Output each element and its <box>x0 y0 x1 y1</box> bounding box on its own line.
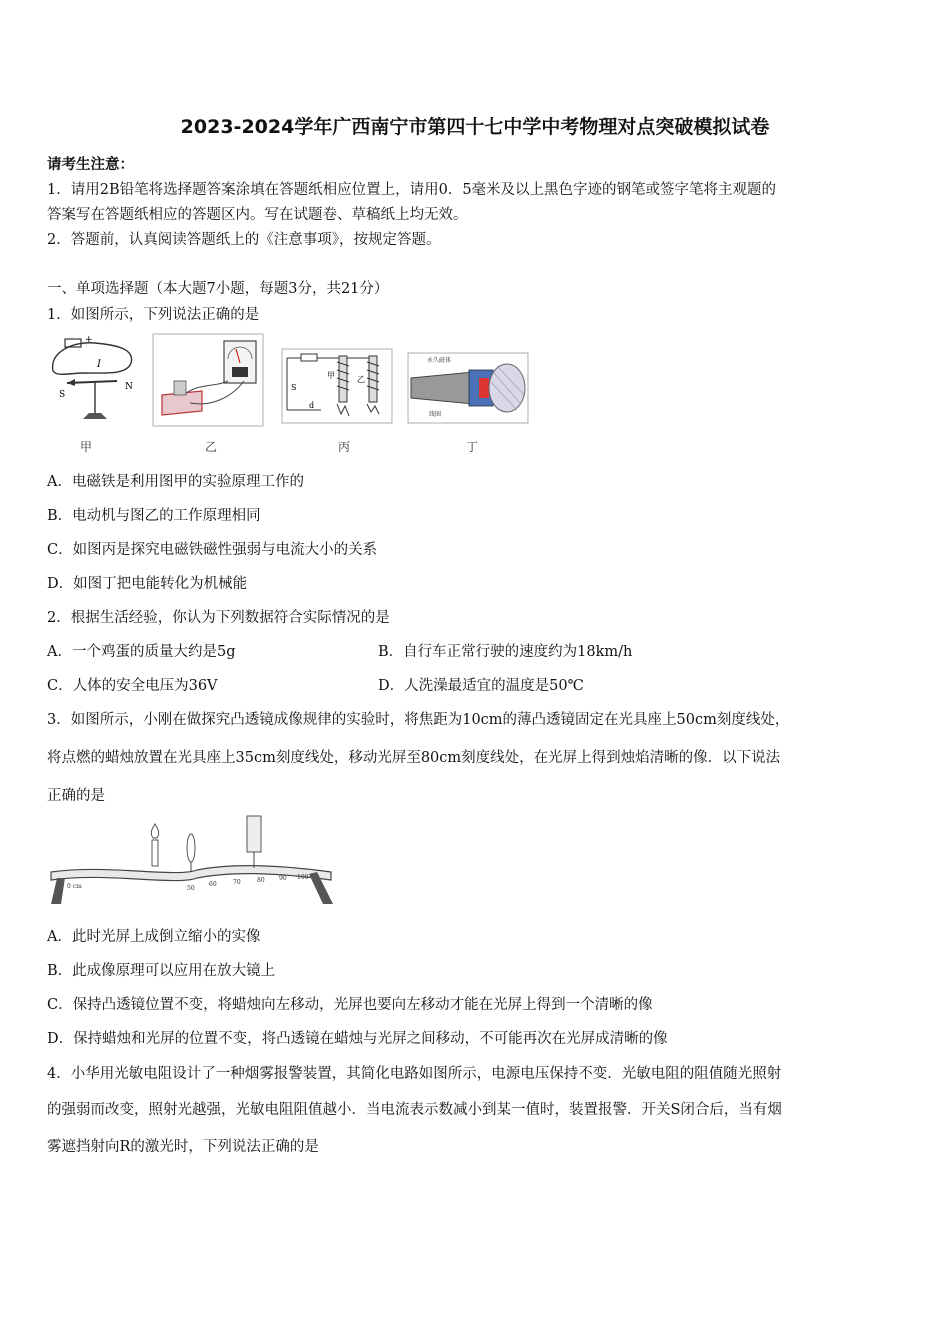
q1-option-c[interactable]: C．如图丙是探究电磁铁磁性强弱与电流大小的关系 <box>47 542 378 558</box>
q3-option-c[interactable]: C．保持凸透镜位置不变，将蜡烛向左移动，光屏也要向左移动才能在光屏上得到一个清晰的像 <box>47 997 653 1013</box>
ruler-label-80: 80 <box>257 877 265 884</box>
q4-stem-line-1: 4．小华用光敏电阻设计了一种烟雾报警装置，其简化电路如图所示，电源电压保持不变．光敏电阻的阻值随光照射 <box>47 1066 782 1082</box>
ding-coil-label: 线圈 <box>429 411 442 418</box>
q1-option-d[interactable]: D．如图丁把电能转化为机械能 <box>47 576 248 592</box>
q3-option-d[interactable]: D．保持蜡烛和光屏的位置不变，将凸透镜在蜡烛与光屏之间移动，不可能再次在光屏成清晰的像 <box>47 1031 668 1047</box>
bing-yi-label: 乙 <box>357 375 365 384</box>
notice-item-1b: 答案写在答题纸相应的答题区内。写在试题卷、草稿纸上均无效。 <box>47 207 468 223</box>
caption-bing: 丙 <box>338 440 351 454</box>
caption-yi: 乙 <box>205 440 218 454</box>
q3-stem-line-3: 正确的是 <box>47 788 105 804</box>
q2-option-d[interactable]: D．人洗澡最适宜的温度是50℃ <box>378 678 584 694</box>
q1-option-a[interactable]: A．电磁铁是利用图甲的实验原理工作的 <box>47 474 304 490</box>
q2-option-c[interactable]: C．人体的安全电压为36V <box>47 678 218 694</box>
q4-stem-line-2: 的强弱而改变，照射光越强，光敏电阻阻值越小．当电流表示数减小到某一值时，装置报警．开关S闭合后，当有烟 <box>47 1102 782 1118</box>
q3-option-b[interactable]: B．此成像原理可以应用在放大镜上 <box>47 963 276 979</box>
bing-d-label: d <box>309 401 315 410</box>
ruler-label-90: 90 <box>279 875 287 882</box>
q1-figure-bing <box>281 348 393 424</box>
caption-jia: 甲 <box>80 440 93 454</box>
q4-stem-line-3: 雾遮挡射向R的激光时，下列说法正确的是 <box>47 1139 319 1155</box>
jia-n-label: N <box>125 382 133 392</box>
q3-stem-line-2: 将点燃的蜡烛放置在光具座上35cm刻度线处，移动光屏至80cm刻度线处，在光屏上得到烛焰清晰的像．以下说法 <box>47 750 781 766</box>
ruler-label-0: 0 cm <box>67 883 82 890</box>
ruler-label-70: 70 <box>233 879 241 886</box>
ruler-label-50: 50 <box>187 885 195 892</box>
section-heading: 一、单项选择题（本大题7小题，每题3分，共21分） <box>47 281 389 297</box>
q3-optical-bench-figure <box>47 812 337 908</box>
jia-plus-label: + <box>85 335 93 345</box>
notice-item-1a: 1．请用2B铅笔将选择题答案涂填在答题纸相应位置上，请用0．5毫米及以上黑色字迹的钢笔或签字笔将主观题的 <box>47 182 777 198</box>
q1-stem: 1．如图所示，下列说法正确的是 <box>47 307 260 323</box>
q2-option-a[interactable]: A．一个鸡蛋的质量大约是5g <box>47 644 236 660</box>
bing-s-label: S <box>291 383 297 392</box>
jia-current-label: I <box>97 359 101 370</box>
bing-jia-label: 甲 <box>327 371 335 380</box>
q3-stem-line-1: 3．如图所示，小刚在做探究凸透镜成像规律的实验时，将焦距为10cm的薄凸透镜固定在光具座上50cm刻度线处， <box>47 712 790 728</box>
q1-figure-yi <box>152 333 264 427</box>
q2-option-b[interactable]: B．自行车正常行驶的速度约为18km/h <box>378 644 633 660</box>
ruler-label-60: 60 <box>209 881 217 888</box>
q2-stem: 2．根据生活经验，你认为下列数据符合实际情况的是 <box>47 610 390 626</box>
caption-ding: 丁 <box>466 440 479 454</box>
q1-option-b[interactable]: B．电动机与图乙的工作原理相同 <box>47 508 261 524</box>
notice-item-2: 2．答题前，认真阅读答题纸上的《注意事项》，按规定答题。 <box>47 232 441 248</box>
jia-s-label: S <box>59 390 66 400</box>
q3-option-a[interactable]: A．此时光屏上成倒立缩小的实像 <box>47 929 261 945</box>
notice-heading: 请考生注意： <box>47 156 134 173</box>
ruler-label-100: 100 <box>297 874 309 881</box>
q1-figure-jia <box>45 333 140 425</box>
page-title: 2023-2024学年广西南宁市第四十七中学中考物理对点突破模拟试卷 <box>180 116 770 138</box>
ding-magnet-label: 永久磁体 <box>427 357 452 364</box>
q1-figure-ding <box>407 352 529 424</box>
